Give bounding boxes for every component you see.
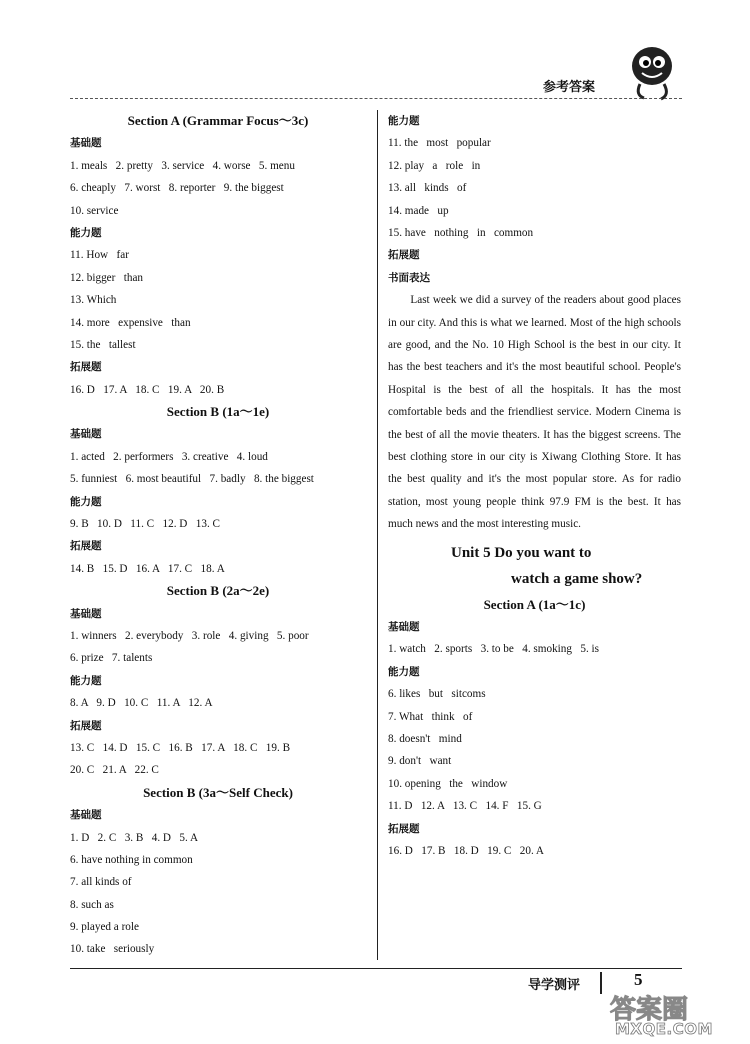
answer-line: 14. more expensive than: [70, 316, 191, 329]
answer-line: 6. prize 7. talents: [70, 652, 153, 665]
answer-line: 1. winners 2. everybody 3. role 4. giving 5. poor: [70, 629, 309, 642]
category-label: 能力题: [70, 495, 102, 508]
answer-line: 7. What think of: [388, 710, 473, 723]
answer-line: 9. don't want: [388, 755, 452, 768]
answer-line: 9. played a role: [70, 921, 139, 934]
category-label: 能力题: [70, 226, 102, 239]
answer-line: 12. bigger than: [70, 271, 144, 284]
category-label: 基础题: [70, 137, 102, 150]
answer-line: 8. such as: [70, 898, 114, 911]
essay-text: Last week we did a survey of the readers about good places in our city. And this is what we learned. Most of the high schools are good, and the No. 10 High School is the best in our city. It has the best teachers and it's the most beautiful school. People's Hospital is the best of all the hospitals. It has the most comfortable beds and the friendliest service. Modern Cinema is the best of all the movie theaters. It has the biggest screens. The best clothing store in our city is Xiwang Clothing Store. It has the best quality and it's the most popular store. As for radio station, most young people think 97.9 FM is the best. It has much news and the most interesting music.: [388, 294, 681, 531]
answer-line: 11. the most popular: [388, 137, 491, 150]
category-label: 基础题: [70, 428, 102, 441]
answer-line: 11. How far: [70, 249, 129, 262]
answer-line: 10. take seriously: [70, 943, 155, 956]
section-heading: Section B (2a～2e): [166, 583, 270, 599]
category-label: 拓展题: [70, 719, 102, 732]
answer-line: 10. service: [70, 204, 119, 217]
answer-line: 7. all kinds of: [70, 876, 132, 889]
unit-title-line1: Unit 5 Do you want to: [451, 544, 592, 561]
section-heading: Section B (3a～Self Check): [143, 784, 293, 800]
section-heading: Section A (Grammar Focus～3c): [127, 113, 309, 128]
answer-line: 1. D 2. C 3. B 4. D 5. A: [70, 831, 199, 844]
answer-line: 6. have nothing in common: [70, 853, 193, 866]
category-label: 拓展题: [388, 249, 420, 262]
right-column: [388, 110, 681, 862]
unit-title-line2: watch a game show?: [511, 570, 643, 587]
answer-line: 13. all kinds of: [388, 182, 467, 195]
header-rule: [70, 98, 682, 99]
answer-line: 1. watch 2. sports 3. to be 4. smoking 5. is: [388, 643, 600, 656]
answer-line: 6. likes but sitcoms: [388, 688, 486, 701]
watermark-text: 答案圈: [610, 995, 689, 1025]
category-label: 拓展题: [70, 361, 102, 374]
essay: [388, 289, 681, 535]
answer-line: 1. meals 2. pretty 3. service 4. worse 5. menu: [70, 159, 295, 172]
answer-line: 15. the tallest: [70, 338, 136, 351]
answer-line: 9. B 10. D 11. C 12. D 13. C: [70, 518, 221, 531]
page-number: 5: [634, 970, 643, 989]
header-title: 参考答案: [543, 80, 596, 95]
footer-rule: [70, 968, 682, 969]
category-label: 拓展题: [388, 822, 420, 835]
answer-line: 16. D 17. A 18. C 19. A 20. B: [70, 383, 225, 396]
answer-line: 14. made up: [388, 204, 449, 217]
answer-line: 1. acted 2. performers 3. creative 4. loud: [70, 450, 268, 463]
category-label: 能力题: [388, 665, 420, 678]
answer-line: 8. doesn't mind: [388, 732, 462, 745]
category-label: 能力题: [388, 115, 420, 127]
answer-line: 13. C 14. D 15. C 16. B 17. A 18. C 19. B: [70, 741, 291, 754]
category-label: 基础题: [70, 607, 102, 620]
category-label: 能力题: [70, 674, 102, 687]
section-heading: Section B (1a～1e): [166, 404, 270, 420]
watermark-url: MXQE.COM: [615, 1020, 713, 1038]
answer-line: 10. opening the window: [388, 777, 508, 790]
answer-line: 13. Which: [70, 294, 117, 307]
section-heading: Section A (1a～1c): [483, 596, 586, 612]
answer-line: 16. D 17. B 18. D 19. C 20. A: [388, 844, 545, 857]
category-label: 书面表达: [388, 271, 430, 284]
category-label: 基础题: [388, 620, 420, 633]
answer-line: 8. A 9. D 10. C 11. A 12. A: [70, 697, 213, 710]
answer-line: 20. C 21. A 22. C: [70, 764, 159, 777]
category-label: 拓展题: [70, 540, 102, 553]
answer-line: 15. have nothing in common: [388, 226, 534, 239]
left-column: [70, 110, 366, 961]
category-label: 基础题: [70, 809, 102, 822]
mascot-logo-icon: [620, 40, 680, 104]
answer-line: 11. D 12. A 13. C 14. F 15. G: [388, 800, 542, 813]
answer-line: 14. B 15. D 16. A 17. C 18. A: [70, 562, 225, 575]
column-divider: [377, 110, 378, 960]
answer-line: 6. cheaply 7. worst 8. reporter 9. the biggest: [70, 182, 284, 195]
answer-line: 5. funniest 6. most beautiful 7. badly 8. the biggest: [70, 473, 314, 486]
footer-brand: 导学测评: [528, 978, 581, 993]
answer-line: 12. play a role in: [388, 159, 481, 172]
